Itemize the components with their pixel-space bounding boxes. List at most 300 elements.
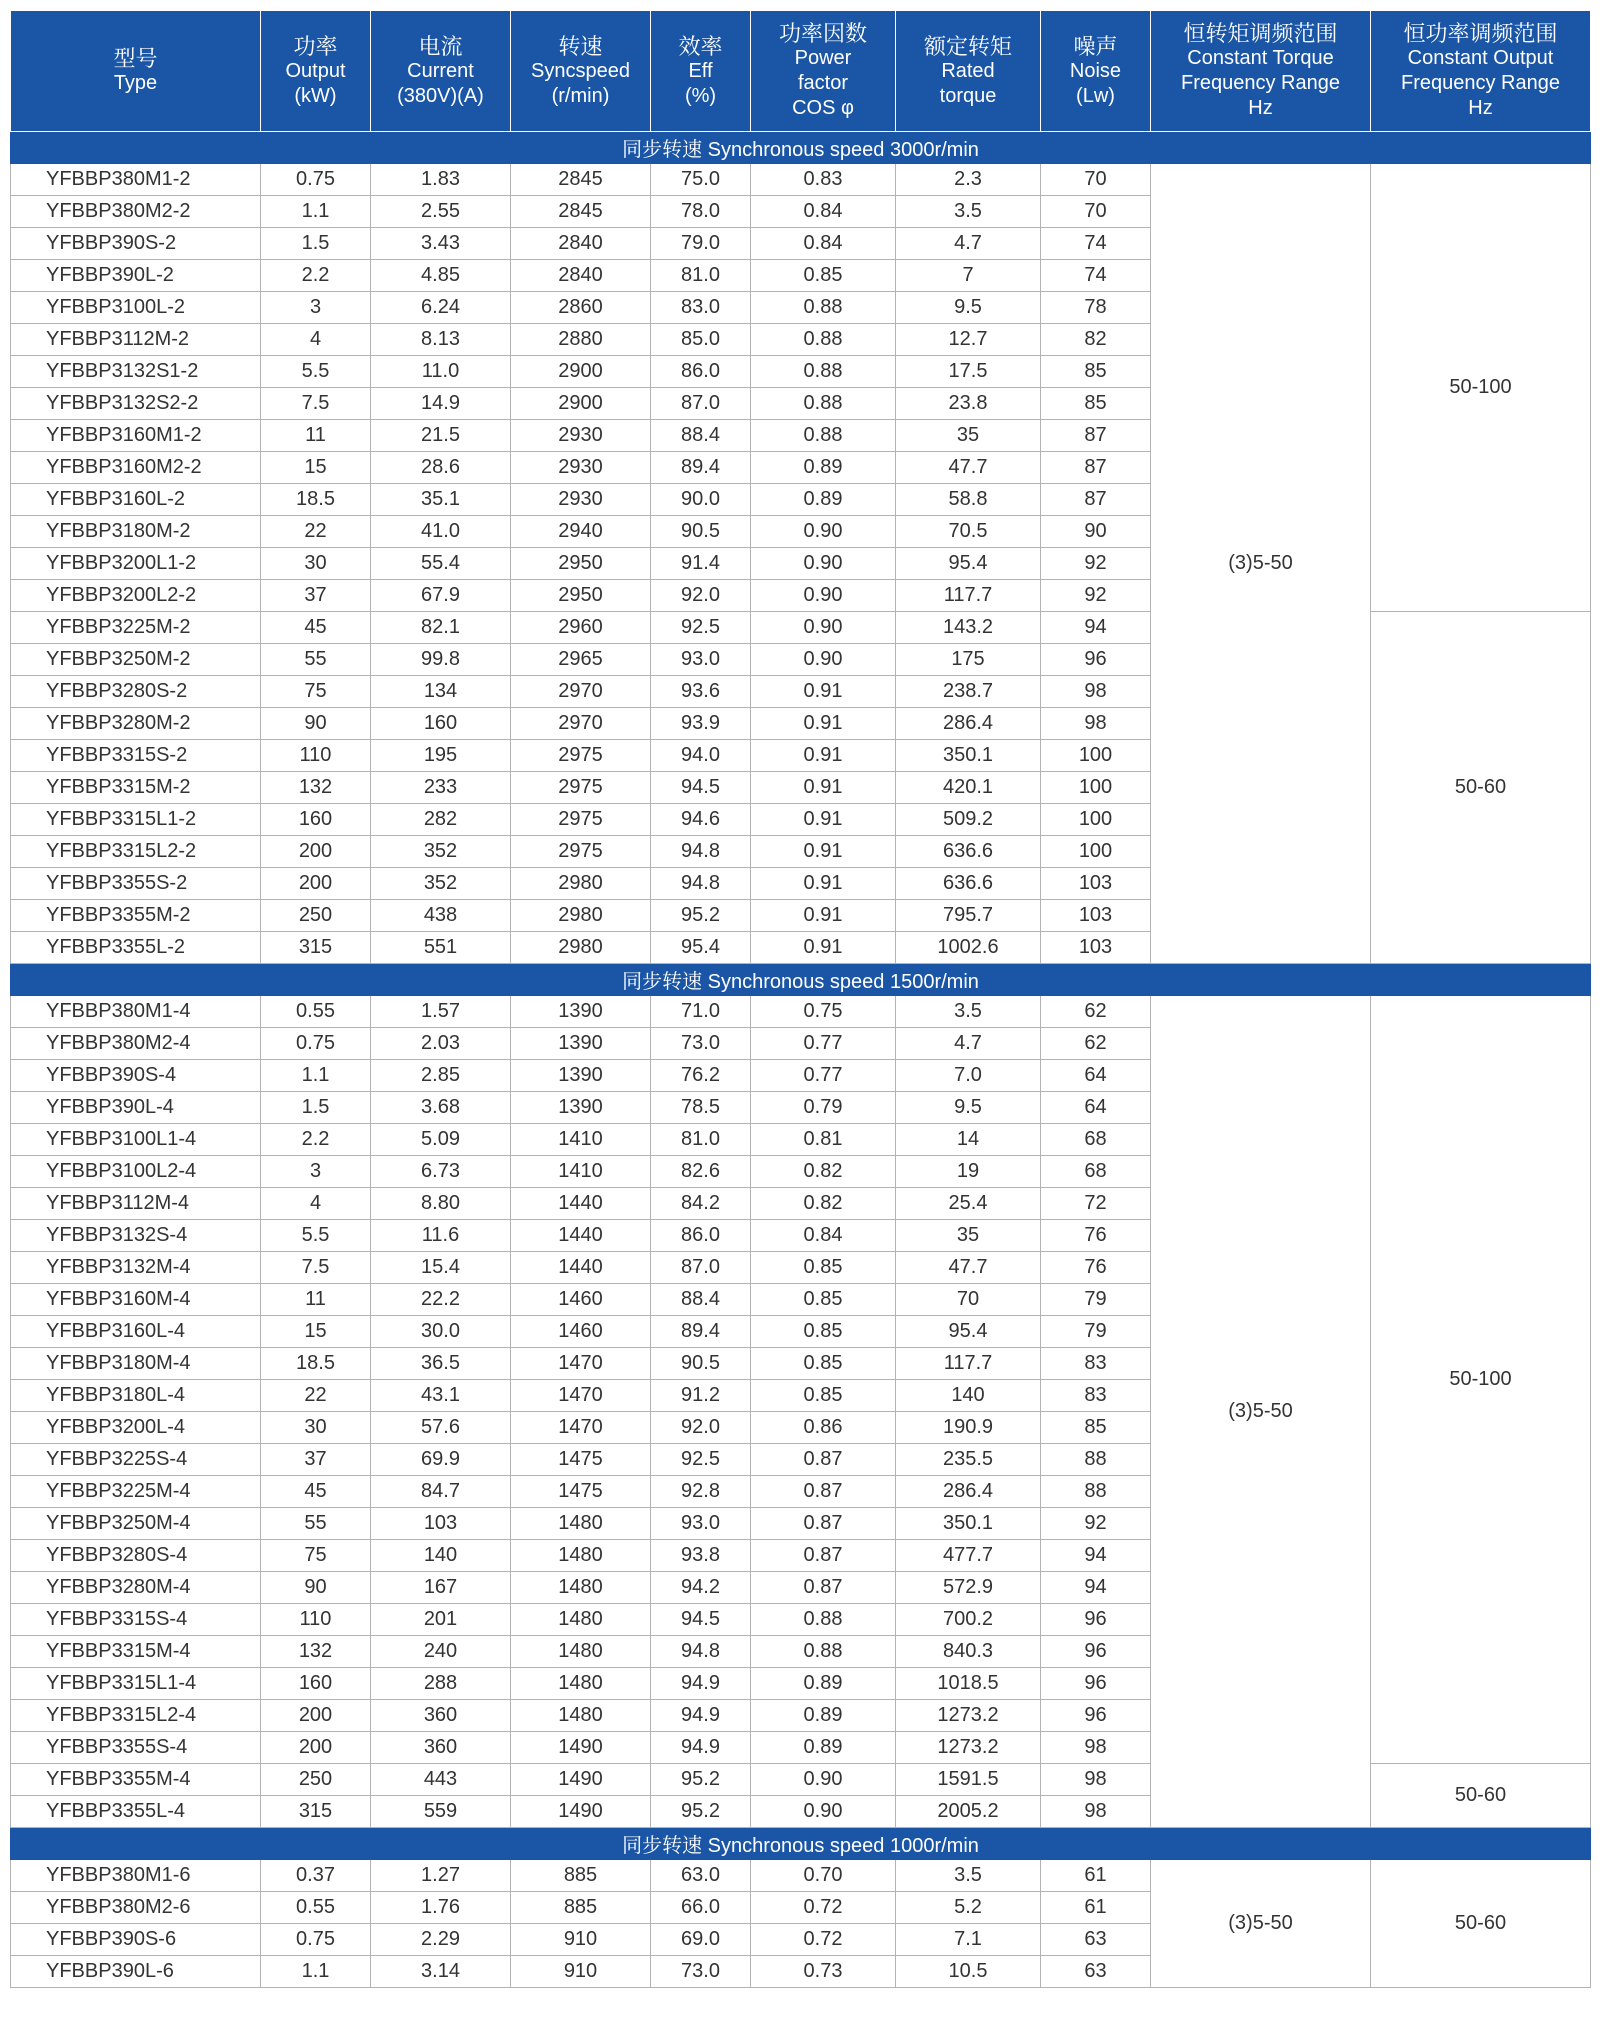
table-cell: 0.79 <box>751 1092 896 1124</box>
table-cell: 88.4 <box>651 420 751 452</box>
table-cell: 0.91 <box>751 900 896 932</box>
table-cell: 0.91 <box>751 836 896 868</box>
table-body <box>11 132 1591 1988</box>
table-cell: 82.1 <box>371 612 511 644</box>
table-cell: 240 <box>371 1636 511 1668</box>
table-cell: 92 <box>1041 1508 1151 1540</box>
table-cell: 94.2 <box>651 1572 751 1604</box>
table-cell: 93.0 <box>651 644 751 676</box>
table-cell: 92.5 <box>651 1444 751 1476</box>
table-cell: 0.73 <box>751 1956 896 1988</box>
table-cell: 90 <box>261 708 371 740</box>
table-cell: 0.75 <box>751 996 896 1028</box>
table-cell: 167 <box>371 1572 511 1604</box>
column-header-en: Constant Output <box>1407 47 1554 69</box>
column-header <box>751 11 896 132</box>
table-cell: 1410 <box>511 1156 651 1188</box>
table-cell: 70.5 <box>896 516 1041 548</box>
table-cell: 11 <box>261 1284 371 1316</box>
table-cell: 87 <box>1041 452 1151 484</box>
table-cell: 81.0 <box>651 1124 751 1156</box>
table-cell: 96 <box>1041 1604 1151 1636</box>
table-cell: 0.90 <box>751 580 896 612</box>
table-cell: 95.2 <box>651 1796 751 1828</box>
model-type-cell: YFBBP3225M-2 <box>11 612 261 644</box>
table-cell: 1470 <box>511 1380 651 1412</box>
table-cell: 360 <box>371 1700 511 1732</box>
table-cell: 2845 <box>511 164 651 196</box>
column-header <box>1041 11 1151 132</box>
table-cell: 94.9 <box>651 1668 751 1700</box>
model-type-cell: YFBBP3250M-4 <box>11 1508 261 1540</box>
table-cell: 2975 <box>511 740 651 772</box>
table-cell: 0.89 <box>751 1732 896 1764</box>
table-cell: 90.5 <box>651 516 751 548</box>
table-cell: 1440 <box>511 1252 651 1284</box>
table-cell: 2970 <box>511 708 651 740</box>
model-type-cell: YFBBP3100L2-4 <box>11 1156 261 1188</box>
table-cell: 443 <box>371 1764 511 1796</box>
column-header-cn: 型号 <box>113 46 158 71</box>
table-cell: 3.43 <box>371 228 511 260</box>
table-cell: 30.0 <box>371 1316 511 1348</box>
model-type-cell: YFBBP3100L-2 <box>11 292 261 324</box>
table-cell: 1002.6 <box>896 932 1041 964</box>
column-header-en: Hz <box>1248 97 1273 119</box>
table-cell: 438 <box>371 900 511 932</box>
table-cell: 509.2 <box>896 804 1041 836</box>
table-cell: 100 <box>1041 740 1151 772</box>
table-cell: 0.85 <box>751 1380 896 1412</box>
column-header-cn: 功率 <box>293 33 338 59</box>
table-cell: 238.7 <box>896 676 1041 708</box>
model-type-cell: YFBBP3132S-4 <box>11 1220 261 1252</box>
table-cell: 86.0 <box>651 356 751 388</box>
table-cell: 5.5 <box>261 356 371 388</box>
table-cell: 5.2 <box>896 1892 1041 1924</box>
table-cell: 2975 <box>511 772 651 804</box>
column-header-cn: 噪声 <box>1073 33 1118 59</box>
model-type-cell: YFBBP3280M-4 <box>11 1572 261 1604</box>
column-header-en: COS φ <box>792 97 854 119</box>
table-cell: 4.85 <box>371 260 511 292</box>
model-type-cell: YFBBP3225S-4 <box>11 1444 261 1476</box>
table-cell: 0.85 <box>751 1252 896 1284</box>
table-cell: 76 <box>1041 1220 1151 1252</box>
table-cell: 110 <box>261 1604 371 1636</box>
table-cell: 2930 <box>511 452 651 484</box>
table-cell: 11 <box>261 420 371 452</box>
table-cell: 2.2 <box>261 1124 371 1156</box>
table-cell: 1.5 <box>261 228 371 260</box>
table-cell: 420.1 <box>896 772 1041 804</box>
column-header-cn: 转速 <box>558 33 603 59</box>
table-cell: 700.2 <box>896 1604 1041 1636</box>
table-cell: 66.0 <box>651 1892 751 1924</box>
table-row <box>11 1860 1591 1892</box>
table-cell: 63 <box>1041 1956 1151 1988</box>
table-cell: 1.1 <box>261 1956 371 1988</box>
table-cell: 117.7 <box>896 1348 1041 1380</box>
table-cell: 69.9 <box>371 1444 511 1476</box>
model-type-cell: YFBBP3180M-4 <box>11 1348 261 1380</box>
table-cell: 87.0 <box>651 388 751 420</box>
table-cell: 1470 <box>511 1348 651 1380</box>
model-type-cell: YFBBP3355M-2 <box>11 900 261 932</box>
column-header-en: (%) <box>684 84 717 107</box>
table-cell: 92.0 <box>651 580 751 612</box>
table-cell: 7 <box>896 260 1041 292</box>
model-type-cell: YFBBP3132M-4 <box>11 1252 261 1284</box>
table-cell: 195 <box>371 740 511 772</box>
table-cell: 99.8 <box>371 644 511 676</box>
model-type-cell: YFBBP3180M-2 <box>11 516 261 548</box>
table-cell: 14.9 <box>371 388 511 420</box>
table-cell: 90.0 <box>651 484 751 516</box>
model-type-cell: YFBBP380M2-4 <box>11 1028 261 1060</box>
table-cell: 98 <box>1041 676 1151 708</box>
model-type-cell: YFBBP3160L-2 <box>11 484 261 516</box>
constant-output-range-cell: 50-100 <box>1371 996 1591 1764</box>
table-cell: 17.5 <box>896 356 1041 388</box>
table-cell: 100 <box>1041 772 1151 804</box>
table-cell: 0.88 <box>751 420 896 452</box>
table-cell: 2960 <box>511 612 651 644</box>
table-cell: 1480 <box>511 1508 651 1540</box>
table-cell: 96 <box>1041 644 1151 676</box>
table-cell: 69.0 <box>651 1924 751 1956</box>
model-type-cell: YFBBP3315L2-4 <box>11 1700 261 1732</box>
table-cell: 0.87 <box>751 1540 896 1572</box>
table-cell: 98 <box>1041 1732 1151 1764</box>
model-type-cell: YFBBP3200L2-2 <box>11 580 261 612</box>
table-cell: 160 <box>261 1668 371 1700</box>
table-cell: 2840 <box>511 260 651 292</box>
column-header-cn: 效率 <box>678 33 723 59</box>
table-cell: 795.7 <box>896 900 1041 932</box>
column-header <box>371 11 511 132</box>
table-cell: 93.0 <box>651 1508 751 1540</box>
table-cell: 1440 <box>511 1188 651 1220</box>
table-cell: 0.84 <box>751 1220 896 1252</box>
table-cell: 910 <box>511 1956 651 1988</box>
table-cell: 3.68 <box>371 1092 511 1124</box>
table-cell: 0.88 <box>751 356 896 388</box>
column-header-en: Rated <box>941 59 995 82</box>
table-cell: 64 <box>1041 1092 1151 1124</box>
constant-torque-range-cell: (3)5-50 <box>1151 1860 1371 1988</box>
table-cell: 0.90 <box>751 548 896 580</box>
table-cell: 94.0 <box>651 740 751 772</box>
table-cell: 201 <box>371 1604 511 1636</box>
table-cell: 2940 <box>511 516 651 548</box>
table-cell: 0.55 <box>261 996 371 1028</box>
model-type-cell: YFBBP3200L1-2 <box>11 548 261 580</box>
table-header <box>11 11 1591 132</box>
model-type-cell: YFBBP3160M1-2 <box>11 420 261 452</box>
table-cell: 103 <box>371 1508 511 1540</box>
table-cell: 43.1 <box>371 1380 511 1412</box>
table-cell: 0.91 <box>751 740 896 772</box>
table-cell: 95.4 <box>896 1316 1041 1348</box>
table-cell: 0.89 <box>751 484 896 516</box>
column-header <box>1151 11 1371 132</box>
table-cell: 2950 <box>511 548 651 580</box>
table-cell: 1273.2 <box>896 1732 1041 1764</box>
table-cell: 78.5 <box>651 1092 751 1124</box>
table-row <box>11 996 1591 1028</box>
table-cell: 350.1 <box>896 1508 1041 1540</box>
table-cell: 2.85 <box>371 1060 511 1092</box>
table-cell: 89.4 <box>651 452 751 484</box>
table-cell: 92.8 <box>651 1476 751 1508</box>
table-cell: 1490 <box>511 1796 651 1828</box>
table-cell: 18.5 <box>261 1348 371 1380</box>
column-header-cn: 额定转矩 <box>923 33 1012 59</box>
table-cell: 1390 <box>511 1092 651 1124</box>
table-cell: 885 <box>511 1892 651 1924</box>
table-cell: 92 <box>1041 580 1151 612</box>
table-cell: 0.85 <box>751 1348 896 1380</box>
table-cell: 132 <box>261 772 371 804</box>
model-type-cell: YFBBP3280M-2 <box>11 708 261 740</box>
table-cell: 1390 <box>511 996 651 1028</box>
table-cell: 10.5 <box>896 1956 1041 1988</box>
table-cell: 85 <box>1041 356 1151 388</box>
table-cell: 30 <box>261 548 371 580</box>
table-cell: 103 <box>1041 900 1151 932</box>
table-cell: 88.4 <box>651 1284 751 1316</box>
table-cell: 55 <box>261 1508 371 1540</box>
table-cell: 45 <box>261 1476 371 1508</box>
table-cell: 61 <box>1041 1892 1151 1924</box>
table-cell: 2005.2 <box>896 1796 1041 1828</box>
table-cell: 0.91 <box>751 772 896 804</box>
table-cell: 0.87 <box>751 1476 896 1508</box>
table-cell: 82 <box>1041 324 1151 356</box>
table-cell: 85 <box>1041 388 1151 420</box>
table-cell: 90.5 <box>651 1348 751 1380</box>
table-cell: 57.6 <box>371 1412 511 1444</box>
table-cell: 98 <box>1041 1796 1151 1828</box>
table-cell: 286.4 <box>896 708 1041 740</box>
column-header-en: (380V)(A) <box>397 84 484 107</box>
table-cell: 0.82 <box>751 1156 896 1188</box>
table-cell: 885 <box>511 1860 651 1892</box>
table-cell: 1480 <box>511 1700 651 1732</box>
table-cell: 0.55 <box>261 1892 371 1924</box>
model-type-cell: YFBBP390L-6 <box>11 1956 261 1988</box>
table-cell: 47.7 <box>896 1252 1041 1284</box>
table-cell: 89.4 <box>651 1316 751 1348</box>
table-cell: 0.84 <box>751 196 896 228</box>
column-header-en: factor <box>797 72 849 94</box>
table-cell: 63 <box>1041 1924 1151 1956</box>
table-cell: 76 <box>1041 1252 1151 1284</box>
table-cell: 2970 <box>511 676 651 708</box>
column-header-cn: 电流 <box>418 33 463 59</box>
table-cell: 82.6 <box>651 1156 751 1188</box>
table-cell: 0.83 <box>751 164 896 196</box>
table-cell: 1390 <box>511 1028 651 1060</box>
model-type-cell: YFBBP3160L-4 <box>11 1316 261 1348</box>
table-cell: 2930 <box>511 484 651 516</box>
model-type-cell: YFBBP3315M-2 <box>11 772 261 804</box>
model-type-cell: YFBBP390L-4 <box>11 1092 261 1124</box>
table-cell: 98 <box>1041 1764 1151 1796</box>
table-cell: 360 <box>371 1732 511 1764</box>
table-cell: 3.5 <box>896 996 1041 1028</box>
table-cell: 140 <box>371 1540 511 1572</box>
model-type-cell: YFBBP380M1-2 <box>11 164 261 196</box>
table-cell: 2.55 <box>371 196 511 228</box>
constant-output-range-cell: 50-60 <box>1371 612 1591 964</box>
table-cell: 0.89 <box>751 1700 896 1732</box>
table-cell: 61 <box>1041 1860 1151 1892</box>
table-cell: 1475 <box>511 1476 651 1508</box>
table-cell: 14 <box>896 1124 1041 1156</box>
table-cell: 22 <box>261 516 371 548</box>
table-cell: 0.77 <box>751 1028 896 1060</box>
table-cell: 19 <box>896 1156 1041 1188</box>
table-cell: 2980 <box>511 868 651 900</box>
table-cell: 84.7 <box>371 1476 511 1508</box>
table-cell: 2.03 <box>371 1028 511 1060</box>
table-cell: 200 <box>261 868 371 900</box>
table-cell: 2975 <box>511 836 651 868</box>
table-cell: 63.0 <box>651 1860 751 1892</box>
table-cell: 68 <box>1041 1124 1151 1156</box>
table-cell: 910 <box>511 1924 651 1956</box>
table-cell: 1591.5 <box>896 1764 1041 1796</box>
table-cell: 92 <box>1041 548 1151 580</box>
table-cell: 840.3 <box>896 1636 1041 1668</box>
table-cell: 0.90 <box>751 1796 896 1828</box>
table-cell: 4.7 <box>896 228 1041 260</box>
table-cell: 1.1 <box>261 196 371 228</box>
table-cell: 0.85 <box>751 260 896 292</box>
header-row <box>11 11 1591 132</box>
model-type-cell: YFBBP380M2-2 <box>11 196 261 228</box>
table-cell: 93.6 <box>651 676 751 708</box>
model-type-cell: YFBBP3100L1-4 <box>11 1124 261 1156</box>
table-cell: 3.14 <box>371 1956 511 1988</box>
table-cell: 41.0 <box>371 516 511 548</box>
table-cell: 352 <box>371 868 511 900</box>
table-cell: 0.84 <box>751 228 896 260</box>
table-cell: 1.57 <box>371 996 511 1028</box>
table-cell: 76.2 <box>651 1060 751 1092</box>
model-type-cell: YFBBP3315L1-4 <box>11 1668 261 1700</box>
table-cell: 0.75 <box>261 164 371 196</box>
model-type-cell: YFBBP3112M-4 <box>11 1188 261 1220</box>
table-cell: 0.86 <box>751 1412 896 1444</box>
model-type-cell: YFBBP3315M-4 <box>11 1636 261 1668</box>
constant-torque-range-cell: (3)5-50 <box>1151 996 1371 1828</box>
table-cell: 11.0 <box>371 356 511 388</box>
table-cell: 1440 <box>511 1220 651 1252</box>
table-cell: 0.37 <box>261 1860 371 1892</box>
table-cell: 0.88 <box>751 1636 896 1668</box>
table-cell: 0.77 <box>751 1060 896 1092</box>
column-header-en: torque <box>939 84 997 107</box>
table-cell: 1480 <box>511 1540 651 1572</box>
table-cell: 1.5 <box>261 1092 371 1124</box>
column-header-en: Eff <box>688 59 713 82</box>
table-cell: 90 <box>261 1572 371 1604</box>
table-cell: 103 <box>1041 868 1151 900</box>
table-cell: 21.5 <box>371 420 511 452</box>
table-cell: 250 <box>261 1764 371 1796</box>
column-header-cn: 功率因数 <box>778 21 867 46</box>
column-header-cn: 恒转矩调频范围 <box>1183 21 1338 46</box>
table-cell: 0.91 <box>751 932 896 964</box>
table-cell: 95.4 <box>651 932 751 964</box>
column-header-en: (r/min) <box>551 84 610 107</box>
section-title: 同步转速 Synchronous speed 3000r/min <box>11 132 1591 164</box>
table-cell: 0.90 <box>751 1764 896 1796</box>
table-cell: 0.89 <box>751 1668 896 1700</box>
table-cell: 3 <box>261 1156 371 1188</box>
table-cell: 636.6 <box>896 836 1041 868</box>
table-cell: 0.72 <box>751 1892 896 1924</box>
table-cell: 25.4 <box>896 1188 1041 1220</box>
table-cell: 8.80 <box>371 1188 511 1220</box>
table-cell: 0.90 <box>751 644 896 676</box>
table-cell: 55 <box>261 644 371 676</box>
model-type-cell: YFBBP3160M2-2 <box>11 452 261 484</box>
table-cell: 110 <box>261 740 371 772</box>
table-cell: 286.4 <box>896 1476 1041 1508</box>
table-cell: 352 <box>371 836 511 868</box>
table-cell: 35 <box>896 1220 1041 1252</box>
table-cell: 67.9 <box>371 580 511 612</box>
table-cell: 0.81 <box>751 1124 896 1156</box>
model-type-cell: YFBBP380M1-6 <box>11 1860 261 1892</box>
table-cell: 100 <box>1041 804 1151 836</box>
table-cell: 88 <box>1041 1444 1151 1476</box>
table-cell: 282 <box>371 804 511 836</box>
table-cell: 75 <box>261 1540 371 1572</box>
column-header-en: Power <box>794 47 852 69</box>
model-type-cell: YFBBP380M2-6 <box>11 1892 261 1924</box>
table-cell: 81.0 <box>651 260 751 292</box>
table-cell: 315 <box>261 1796 371 1828</box>
table-cell: 315 <box>261 932 371 964</box>
table-cell: 0.87 <box>751 1572 896 1604</box>
table-cell: 70 <box>896 1284 1041 1316</box>
table-cell: 572.9 <box>896 1572 1041 1604</box>
table-cell: 74 <box>1041 260 1151 292</box>
model-type-cell: YFBBP3355S-2 <box>11 868 261 900</box>
table-cell: 2950 <box>511 580 651 612</box>
table-cell: 0.85 <box>751 1284 896 1316</box>
table-cell: 87.0 <box>651 1252 751 1284</box>
table-cell: 160 <box>261 804 371 836</box>
table-cell: 3.5 <box>896 1860 1041 1892</box>
table-cell: 22.2 <box>371 1284 511 1316</box>
table-cell: 90 <box>1041 516 1151 548</box>
column-header-en: Constant Torque <box>1187 47 1334 69</box>
model-type-cell: YFBBP3315L1-2 <box>11 804 261 836</box>
table-cell: 23.8 <box>896 388 1041 420</box>
table-cell: 68 <box>1041 1156 1151 1188</box>
model-type-cell: YFBBP3315S-2 <box>11 740 261 772</box>
table-cell: 74 <box>1041 228 1151 260</box>
table-cell: 0.87 <box>751 1508 896 1540</box>
table-cell: 200 <box>261 836 371 868</box>
table-cell: 200 <box>261 1732 371 1764</box>
